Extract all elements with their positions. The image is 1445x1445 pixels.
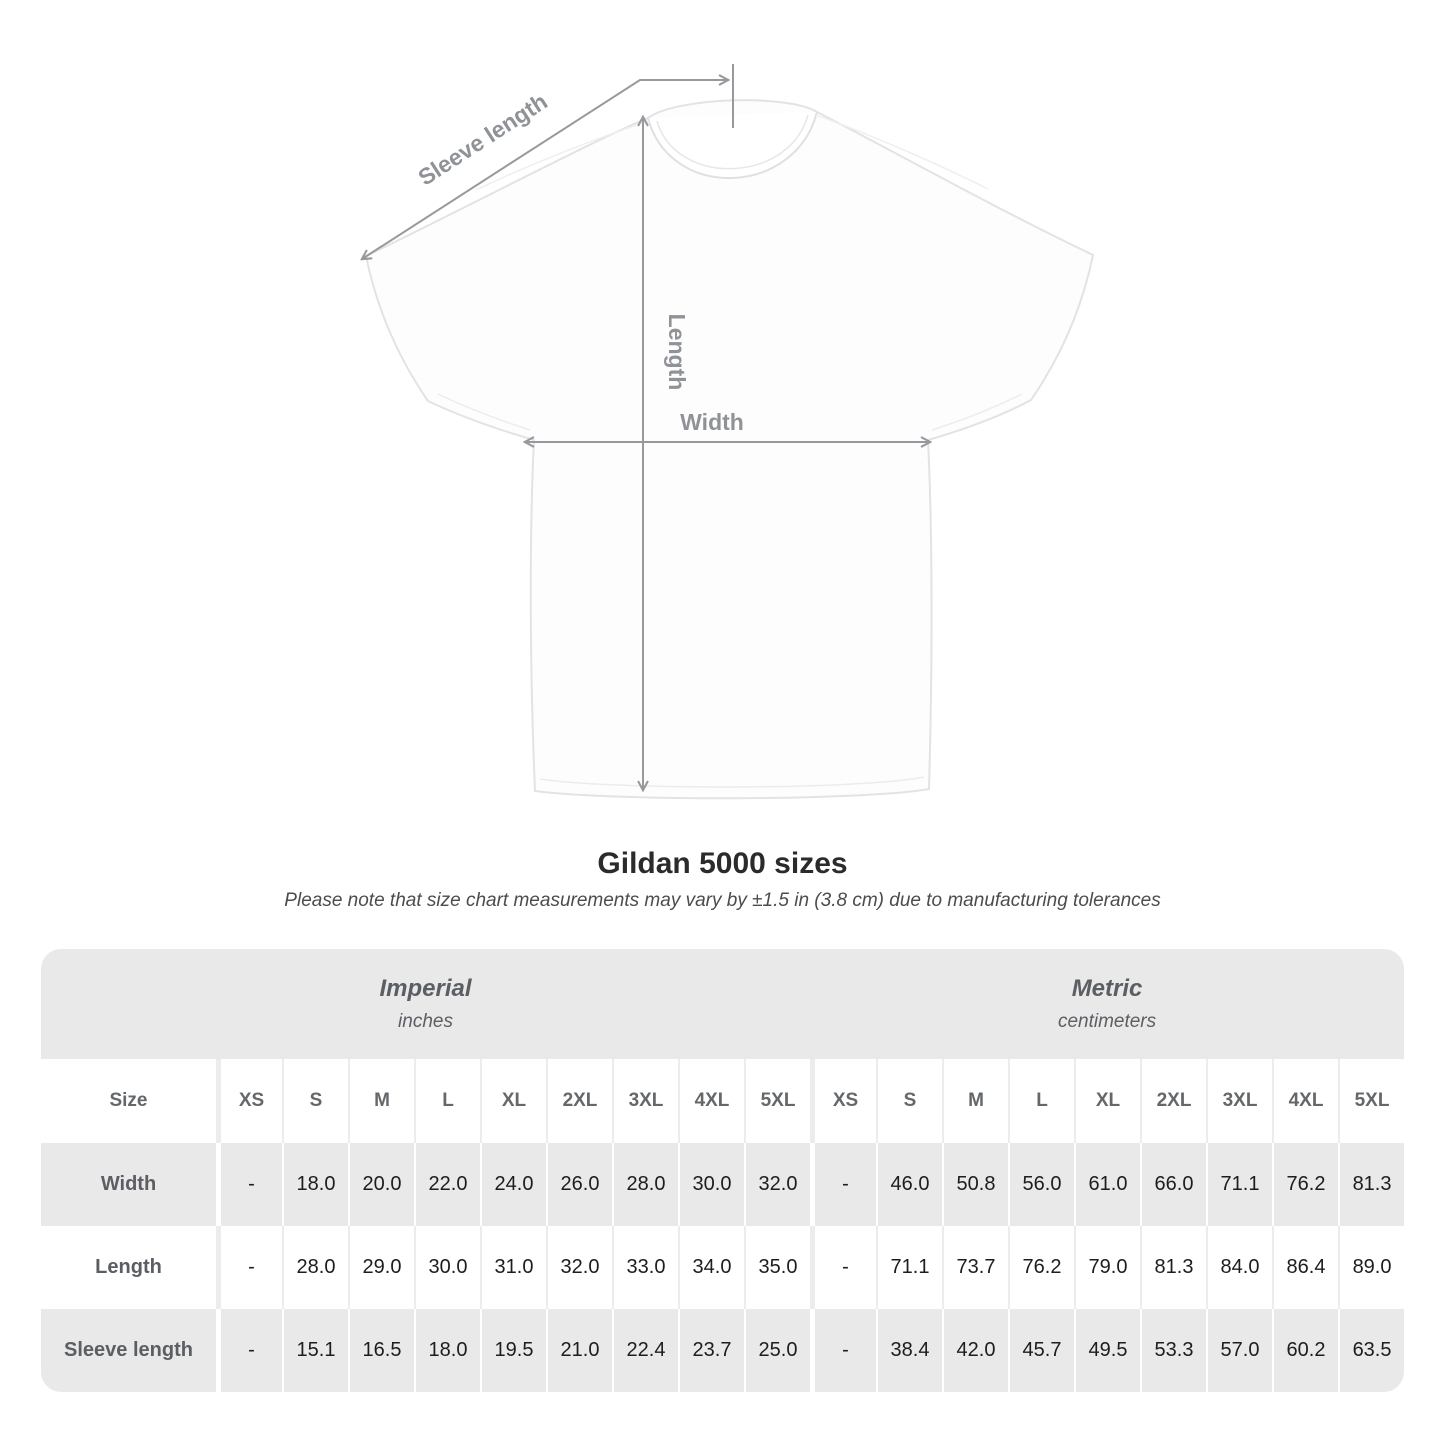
width-metric-xl: 61.0 (1074, 1143, 1140, 1226)
width-metric-3xl: 71.1 (1206, 1143, 1272, 1226)
width-metric-s: 46.0 (876, 1143, 942, 1226)
tshirt-body-outline (366, 100, 1093, 798)
imperial-size-s: S (282, 1059, 348, 1143)
metric-group-name: Metric (1071, 975, 1143, 1002)
length-imperial-m: 29.0 (348, 1226, 414, 1309)
metric-size-3xl: 3XL (1206, 1059, 1272, 1143)
width-row (41, 1143, 1404, 1226)
metric-size-xs: XS (810, 1059, 876, 1143)
sleeve-metric-4xl: 60.2 (1272, 1309, 1338, 1392)
sleeve-imperial-4xl: 23.7 (678, 1309, 744, 1392)
width-imperial-xs: - (216, 1143, 282, 1226)
imperial-size-2xl: 2XL (546, 1059, 612, 1143)
length-imperial-5xl: 35.0 (744, 1226, 810, 1309)
sleeve-imperial-2xl: 21.0 (546, 1309, 612, 1392)
width-imperial-xl: 24.0 (480, 1143, 546, 1226)
length-metric-4xl: 86.4 (1272, 1226, 1338, 1309)
length-imperial-l: 30.0 (414, 1226, 480, 1309)
width-metric-4xl: 76.2 (1272, 1143, 1338, 1226)
width-imperial-s: 18.0 (282, 1143, 348, 1226)
sleeve-length-label: Sleeve length (413, 88, 552, 191)
tolerance-note: Please note that size chart measurements may vary by ±1.5 in (3.8 cm) due to manufacturing tolerances (284, 890, 1161, 911)
width-imperial-m: 20.0 (348, 1143, 414, 1226)
width-metric-5xl: 81.3 (1338, 1143, 1404, 1226)
imperial-size-xs: XS (216, 1059, 282, 1143)
width-metric-m: 50.8 (942, 1143, 1008, 1226)
length-metric-xl: 79.0 (1074, 1226, 1140, 1309)
size-column-header: Size (41, 1059, 216, 1143)
sleeve-metric-l: 45.7 (1008, 1309, 1074, 1392)
imperial-group-unit: inches (398, 1011, 453, 1032)
width-imperial-5xl: 32.0 (744, 1143, 810, 1226)
metric-size-m: M (942, 1059, 1008, 1143)
length-row (41, 1226, 1404, 1309)
length-imperial-4xl: 34.0 (678, 1226, 744, 1309)
length-label: Length (664, 313, 690, 391)
size-header-row (41, 1059, 1404, 1143)
sleeve-row-label: Sleeve length (41, 1309, 216, 1392)
page-title: Gildan 5000 sizes (597, 847, 848, 880)
sleeve-metric-xs: - (810, 1309, 876, 1392)
sleeve-imperial-l: 18.0 (414, 1309, 480, 1392)
sleeve-imperial-xl: 19.5 (480, 1309, 546, 1392)
width-imperial-2xl: 26.0 (546, 1143, 612, 1226)
title-block (0, 846, 1445, 913)
imperial-group-name: Imperial (379, 975, 472, 1002)
sleeve-metric-5xl: 63.5 (1338, 1309, 1404, 1392)
sleeve-metric-2xl: 53.3 (1140, 1309, 1206, 1392)
sleeve-imperial-5xl: 25.0 (744, 1309, 810, 1392)
metric-group-unit: centimeters (1057, 1011, 1157, 1032)
imperial-group-header (41, 949, 810, 1059)
metric-size-l: L (1008, 1059, 1074, 1143)
metric-group-header (810, 949, 1404, 1059)
width-imperial-3xl: 28.0 (612, 1143, 678, 1226)
length-imperial-xs: - (216, 1226, 282, 1309)
size-chart-table (41, 949, 1404, 1392)
length-metric-2xl: 81.3 (1140, 1226, 1206, 1309)
sleeve-metric-s: 38.4 (876, 1309, 942, 1392)
length-metric-xs: - (810, 1226, 876, 1309)
imperial-size-m: M (348, 1059, 414, 1143)
sleeve-metric-xl: 49.5 (1074, 1309, 1140, 1392)
imperial-size-3xl: 3XL (612, 1059, 678, 1143)
width-imperial-4xl: 30.0 (678, 1143, 744, 1226)
length-metric-5xl: 89.0 (1338, 1226, 1404, 1309)
sleeve-imperial-3xl: 22.4 (612, 1309, 678, 1392)
imperial-size-xl: XL (480, 1059, 546, 1143)
sleeve-imperial-s: 15.1 (282, 1309, 348, 1392)
length-metric-m: 73.7 (942, 1226, 1008, 1309)
metric-size-2xl: 2XL (1140, 1059, 1206, 1143)
imperial-size-4xl: 4XL (678, 1059, 744, 1143)
length-imperial-2xl: 32.0 (546, 1226, 612, 1309)
sleeve-imperial-xs: - (216, 1309, 282, 1392)
metric-size-4xl: 4XL (1272, 1059, 1338, 1143)
sleeve-length-row (41, 1309, 1404, 1392)
width-label: Width (680, 409, 744, 435)
length-imperial-3xl: 33.0 (612, 1226, 678, 1309)
unit-group-header-row (41, 949, 1404, 1059)
imperial-size-l: L (414, 1059, 480, 1143)
length-metric-l: 76.2 (1008, 1226, 1074, 1309)
imperial-size-5xl: 5XL (744, 1059, 810, 1143)
tshirt-graphic (366, 100, 1093, 798)
sleeve-metric-m: 42.0 (942, 1309, 1008, 1392)
width-metric-l: 56.0 (1008, 1143, 1074, 1226)
length-imperial-xl: 31.0 (480, 1226, 546, 1309)
width-metric-xs: - (810, 1143, 876, 1226)
width-row-label: Width (41, 1143, 216, 1226)
length-imperial-s: 28.0 (282, 1226, 348, 1309)
width-imperial-l: 22.0 (414, 1143, 480, 1226)
sleeve-imperial-m: 16.5 (348, 1309, 414, 1392)
metric-size-xl: XL (1074, 1059, 1140, 1143)
sleeve-metric-3xl: 57.0 (1206, 1309, 1272, 1392)
length-metric-s: 71.1 (876, 1226, 942, 1309)
length-row-label: Length (41, 1226, 216, 1309)
metric-size-5xl: 5XL (1338, 1059, 1404, 1143)
width-metric-2xl: 66.0 (1140, 1143, 1206, 1226)
length-metric-3xl: 84.0 (1206, 1226, 1272, 1309)
size-chart-section (41, 949, 1404, 1392)
metric-size-s: S (876, 1059, 942, 1143)
